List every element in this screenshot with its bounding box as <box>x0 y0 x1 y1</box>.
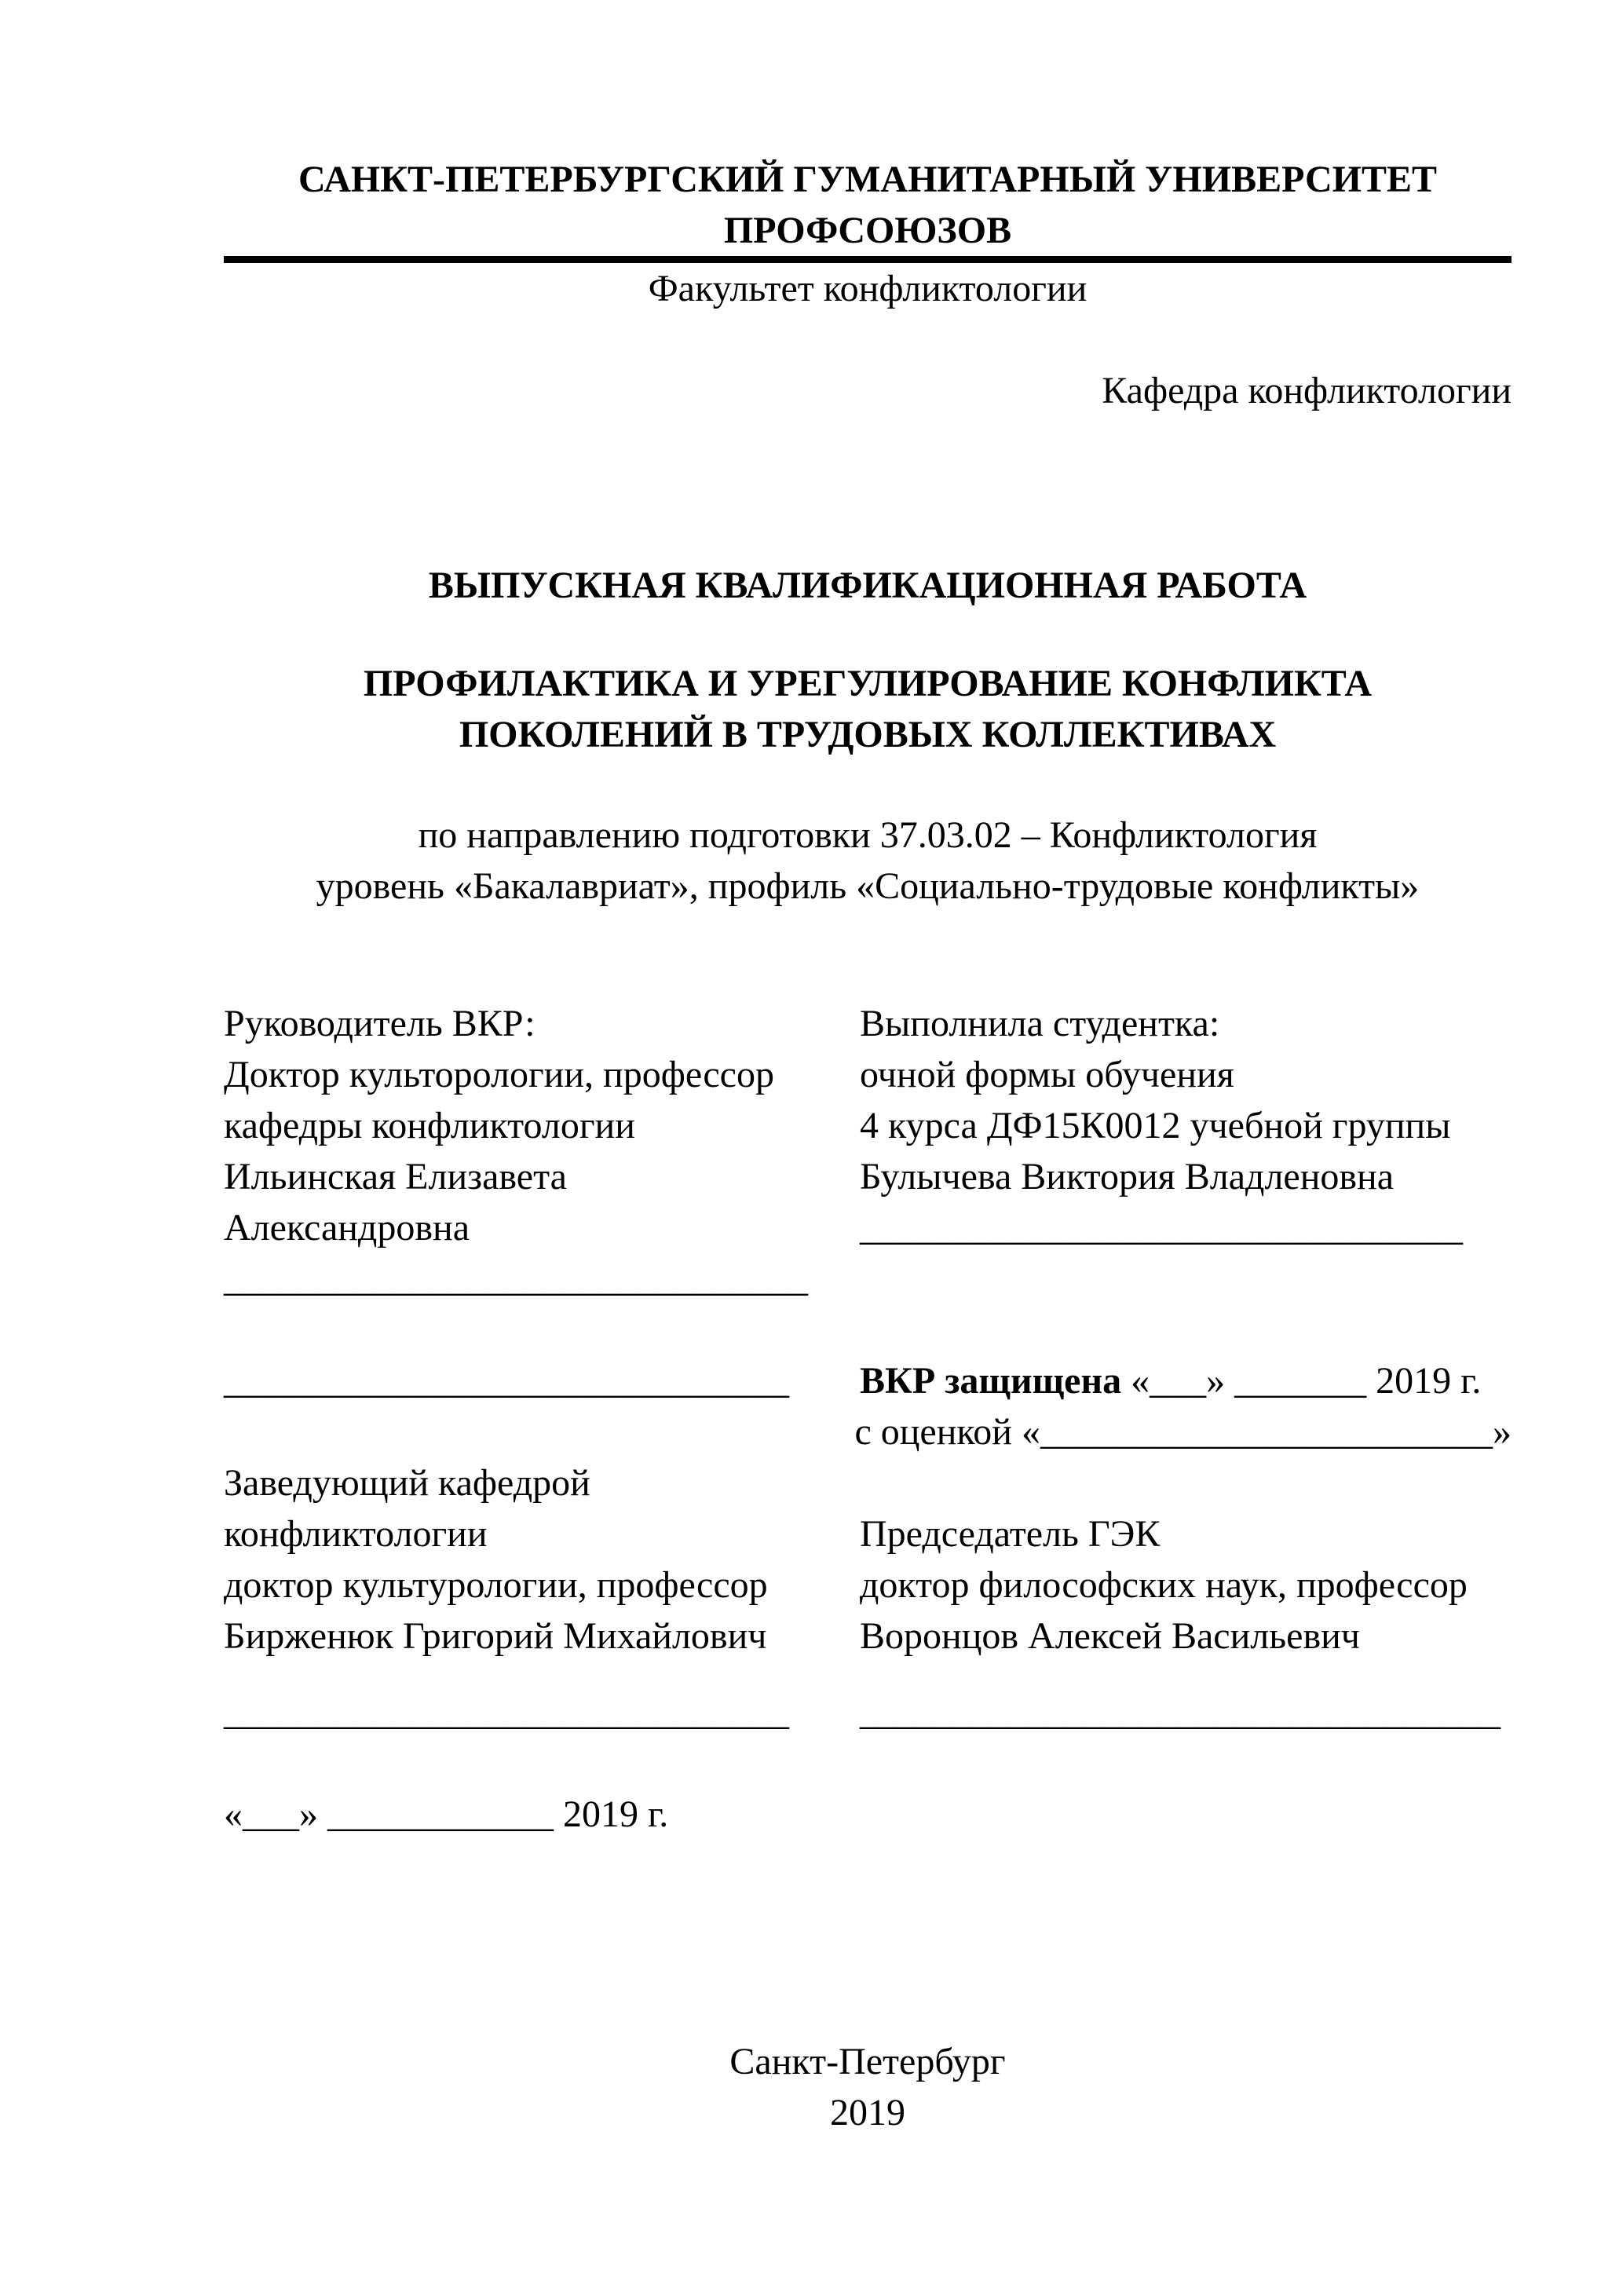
faculty-name: Факультет конфликтологии <box>648 268 1087 309</box>
university-header <box>224 154 1512 263</box>
supervisor-degree: Доктор культорологии, профессор <box>224 1054 774 1095</box>
gek-chair-label: Председатель ГЭК <box>860 1513 1161 1555</box>
signature-row <box>224 1738 1512 1789</box>
footer-city: Санкт-Петербург <box>729 2041 1006 2082</box>
spacer <box>860 1789 1512 1840</box>
supervisor-label: Руководитель ВКР: <box>224 1003 536 1044</box>
signature-row <box>224 1610 1512 1662</box>
signature-row <box>224 1100 1512 1151</box>
work-type-heading: ВЫПУСКНАЯ КВАЛИФИКАЦИОННАЯ РАБОТА <box>428 565 1307 606</box>
page-content <box>224 154 1512 2138</box>
head-of-chair-signature-line: ______________________________ <box>224 1691 789 1733</box>
program-info <box>224 810 1512 912</box>
thesis-title <box>224 658 1512 760</box>
grade-line: с оценкой «________________________» <box>854 1411 1512 1453</box>
signature-row <box>224 998 1512 1049</box>
spacer <box>860 1738 1512 1789</box>
student-group: 4 курса ДФ15К0012 учебной группы <box>860 1105 1451 1146</box>
spacer <box>224 1662 860 1687</box>
student-study-form: очной формы обучения <box>860 1054 1234 1095</box>
defense-statement-rest: «___» _______ 2019 г. <box>1121 1360 1482 1402</box>
university-name-line1: САНКТ-ПЕТЕРБУРГСКИЙ ГУМАНИТАРНЫЙ УНИВЕРСИТЕТ <box>298 159 1438 200</box>
gek-chair-name: Воронцов Алексей Васильевич <box>860 1615 1360 1657</box>
footer-year: 2019 <box>830 2092 905 2133</box>
supervisor-signature-line: _______________________________ <box>224 1258 808 1300</box>
signature-row <box>224 1789 1512 1840</box>
signature-row <box>224 1253 1512 1304</box>
student-name: Булычева Виктория Владленовна <box>860 1156 1395 1197</box>
signature-row <box>224 1049 1512 1100</box>
spacer <box>224 1406 854 1457</box>
gek-chair-signature-line: __________________________________ <box>860 1691 1501 1733</box>
department-name: Кафедра конфликтологии <box>1102 370 1512 411</box>
signature-row <box>224 1457 1512 1508</box>
supervisor-name-line1: Ильинская Елизавета <box>224 1156 567 1197</box>
defense-statement <box>860 1355 1512 1406</box>
head-of-chair-degree: доктор культурологии, профессор <box>224 1564 768 1606</box>
signature-row <box>224 1687 1512 1738</box>
signature-row <box>224 1559 1512 1610</box>
signature-row <box>224 1355 1512 1406</box>
head-signature-line: ______________________________ <box>224 1360 789 1402</box>
supervisor-chair: кафедры конфликтологии <box>224 1105 635 1146</box>
spacer <box>224 1304 860 1355</box>
spacer <box>860 1662 1512 1687</box>
thesis-title-line1: ПРОФИЛАКТИКА И УРЕГУЛИРОВАНИЕ КОНФЛИКТА <box>363 663 1373 704</box>
spacer <box>224 1738 860 1789</box>
signature-row <box>224 1304 1512 1355</box>
footer <box>224 2036 1512 2138</box>
supervisor-name-line2: Александровна <box>224 1207 470 1249</box>
program-level: уровень «Бакалавриат», профиль «Социально-трудовые конфликты» <box>316 865 1420 907</box>
thesis-title-line2: ПОКОЛЕНИЙ В ТРУДОВЫХ КОЛЛЕКТИВАХ <box>459 714 1277 755</box>
signature-row <box>224 1202 1512 1253</box>
signature-row <box>224 1151 1512 1202</box>
head-of-chair-label: Заведующий кафедрой <box>224 1462 590 1504</box>
head-of-chair-label-line2: конфликтологии <box>224 1513 488 1555</box>
signature-section <box>224 998 1512 1840</box>
signature-row <box>224 1406 1512 1457</box>
defense-statement-bold: ВКР защищена <box>860 1360 1122 1402</box>
student-label: Выполнила студентка: <box>860 1003 1220 1044</box>
signature-row <box>224 1662 1512 1687</box>
program-direction: по направлению подготовки 37.03.02 – Конфликтология <box>418 814 1318 856</box>
spacer <box>860 1457 1512 1508</box>
spacer <box>860 1253 1512 1304</box>
date-line: «___» ____________ 2019 г. <box>224 1793 669 1835</box>
signature-row <box>224 1508 1512 1559</box>
spacer <box>860 1304 1512 1355</box>
gek-chair-degree: доктор философских наук, профессор <box>860 1564 1468 1606</box>
student-signature-line: ________________________________ <box>860 1207 1463 1249</box>
university-name-line2: ПРОФСОЮЗОВ <box>723 210 1012 251</box>
head-of-chair-name: Бирженюк Григорий Михайлович <box>224 1615 767 1657</box>
